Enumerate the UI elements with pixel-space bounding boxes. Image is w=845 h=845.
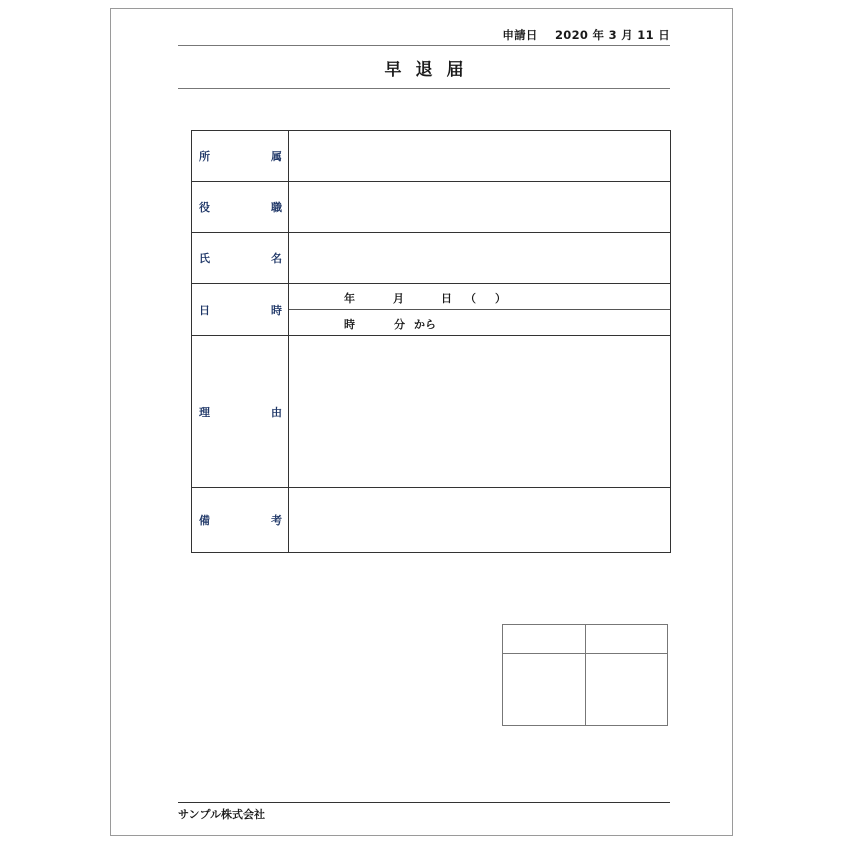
position-label-left: 役 bbox=[199, 201, 210, 214]
weekday-paren-close: ） bbox=[495, 292, 506, 305]
remarks-label-right: 考 bbox=[271, 514, 282, 527]
position-label bbox=[192, 182, 289, 232]
form-row-reason bbox=[192, 336, 670, 488]
form-row-name bbox=[192, 233, 670, 284]
application-date bbox=[178, 27, 670, 43]
time-subrow[interactable] bbox=[289, 310, 670, 335]
leave-form-table bbox=[191, 130, 671, 553]
affiliation-label bbox=[192, 131, 289, 181]
approval-stamp-cell-2[interactable] bbox=[586, 654, 668, 726]
application-date-value: 2020 年 3 月 11 日 bbox=[554, 28, 670, 42]
reason-field[interactable] bbox=[289, 336, 670, 487]
form-row-affiliation bbox=[192, 131, 670, 182]
remarks-label bbox=[192, 488, 289, 552]
name-label-left: 氏 bbox=[199, 252, 210, 265]
datetime-label-left: 日 bbox=[199, 303, 210, 317]
approval-stamp-cell-1[interactable] bbox=[503, 654, 585, 726]
form-row-datetime bbox=[192, 284, 670, 336]
name-field[interactable] bbox=[289, 233, 670, 283]
company-name: サンプル株式会社 bbox=[178, 808, 266, 821]
footer-rule bbox=[178, 802, 670, 803]
position-label-right: 職 bbox=[271, 201, 282, 214]
form-row-position bbox=[192, 182, 670, 233]
approval-header-cell-1[interactable] bbox=[503, 625, 585, 653]
approval-header-cell-2[interactable] bbox=[586, 625, 668, 653]
affiliation-label-left: 所 bbox=[199, 150, 210, 163]
reason-label bbox=[192, 336, 289, 487]
name-label-right: 名 bbox=[271, 252, 282, 265]
reason-label-left: 理 bbox=[199, 405, 210, 419]
reason-label-right: 由 bbox=[271, 405, 282, 419]
remarks-label-left: 備 bbox=[199, 514, 210, 527]
from-label: から bbox=[414, 318, 436, 331]
name-label bbox=[192, 233, 289, 283]
datetime-label bbox=[192, 284, 289, 335]
affiliation-label-right: 属 bbox=[271, 150, 282, 163]
remarks-field[interactable] bbox=[289, 488, 670, 552]
hour-unit: 時 bbox=[344, 318, 355, 331]
affiliation-field[interactable] bbox=[289, 131, 670, 181]
minute-unit: 分 bbox=[394, 318, 405, 331]
date-subrow[interactable] bbox=[289, 284, 670, 310]
datetime-label-right: 時 bbox=[271, 303, 282, 317]
datetime-field bbox=[289, 284, 670, 335]
header-rule-bottom bbox=[178, 88, 670, 89]
month-unit: 月 bbox=[393, 292, 404, 305]
application-date-label: 申請日 bbox=[502, 28, 538, 42]
year-unit: 年 bbox=[344, 292, 355, 305]
header-rule-top bbox=[178, 45, 670, 46]
weekday-paren-open: （ bbox=[465, 292, 476, 305]
position-field[interactable] bbox=[289, 182, 670, 232]
form-row-remarks bbox=[192, 488, 670, 552]
approval-stamp-box bbox=[502, 624, 668, 726]
day-unit: 日 bbox=[441, 292, 452, 305]
page-title: 早退届 bbox=[384, 60, 478, 80]
